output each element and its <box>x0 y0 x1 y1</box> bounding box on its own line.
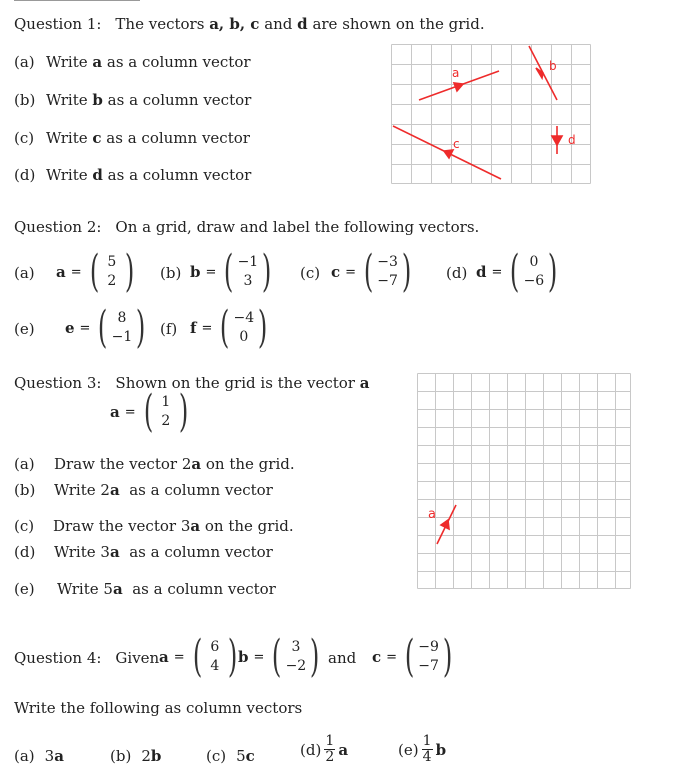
q1-part-c <box>14 129 250 147</box>
q4-part-d-label: (d) <box>300 740 322 759</box>
q1-part-a-var: a <box>92 53 103 71</box>
q2-prompt: On a grid, draw and label the following vectors. <box>115 218 480 236</box>
q2-vector-b-name: b <box>190 263 201 281</box>
q2-vector-d-bottom: −6 <box>523 273 545 289</box>
q3-part-c-label: (c) <box>14 517 35 535</box>
q3-vector-name: a <box>110 403 120 421</box>
q3-part-c-post: on the grid. <box>200 517 294 535</box>
q1-grid-label-d: d <box>568 133 576 147</box>
q2-vector-c-eq: = <box>345 264 357 280</box>
q4-part-e-num: 1 <box>422 733 432 749</box>
q1-vector-b <box>529 46 557 100</box>
q1-title <box>14 15 485 33</box>
q4-instruction: Write the following as column vectors <box>14 699 303 717</box>
right-paren: ) <box>548 246 558 297</box>
q1-number: Question 1: <box>14 15 102 33</box>
q2-vector-e-top: 8 <box>117 310 127 326</box>
q4-part-a-var: a <box>54 747 64 765</box>
q1-part-d-rest: as a column vector <box>102 166 252 184</box>
q4-title <box>14 649 159 667</box>
q4-part-c-var: c <box>245 747 255 765</box>
right-paren: ) <box>178 386 189 437</box>
fraction <box>324 734 335 765</box>
q3-part-d-pre: Write 3 <box>54 543 110 561</box>
q4-vector-b-top: 3 <box>291 639 301 655</box>
right-paren: ) <box>227 631 238 682</box>
q4-vector-c-name: c <box>372 648 382 666</box>
q2-vector-e-eq: = <box>79 320 91 336</box>
q2-label-d: (d) <box>446 264 468 282</box>
q3-part-d-label: (d) <box>14 543 36 561</box>
left-paren: ( <box>404 631 415 682</box>
q1-grid-label-a: a <box>452 66 460 80</box>
q4-vector-a-bottom: 4 <box>210 658 220 674</box>
q2-vector-a-bottom: 2 <box>107 273 117 289</box>
q2-vector-e-bottom: −1 <box>111 329 133 345</box>
q2-label-b: (b) <box>160 264 182 282</box>
q1-prompt-and: and <box>259 15 298 33</box>
q1-part-a-text: Write <box>46 53 93 71</box>
q3-grid-lines <box>418 374 631 589</box>
q4-part-d <box>300 734 348 765</box>
q1-prompt-post: are shown on the grid. <box>307 15 485 33</box>
q2-vector-f-bottom: 0 <box>239 329 249 345</box>
right-paren: ) <box>442 631 453 682</box>
q1-part-d-label: (d) <box>14 166 36 184</box>
q4-part-c-coef: 5 <box>236 747 246 765</box>
q4-and: and <box>328 649 357 667</box>
q4-vector-b-name: b <box>238 648 249 666</box>
q3-part-e-pre: Write 5 <box>57 580 113 598</box>
top-rule <box>14 0 140 1</box>
right-paren: ) <box>401 246 412 297</box>
q2-vector-d-name: d <box>476 263 487 281</box>
q3-part-a <box>14 455 295 473</box>
q3-number: Question 3: <box>14 374 102 392</box>
q4-part-a-label: (a) <box>14 747 35 765</box>
q1-prompt-vars: a, b, c <box>209 15 260 33</box>
q1-vector-d <box>552 126 562 154</box>
q2-vector-c-name: c <box>331 263 341 281</box>
right-paren: ) <box>262 246 272 297</box>
q2-vector-f-top: −4 <box>233 310 255 326</box>
q3-part-d <box>14 543 273 561</box>
q2-vector-f-eq: = <box>201 320 213 336</box>
q1-grid-lines <box>392 45 591 184</box>
q4-part-c <box>206 747 255 765</box>
q2-vector-a-name: a <box>56 263 66 281</box>
q1-part-d-text: Write <box>46 166 93 184</box>
q4-vector-a-name: a <box>159 648 169 666</box>
q4-vector-b-eq: = <box>253 649 265 665</box>
q2-vector-d <box>476 246 561 297</box>
q3-part-e <box>14 580 276 598</box>
q1-part-d <box>14 166 251 184</box>
column-entries <box>238 253 259 291</box>
q2-vector-c-top: −3 <box>377 254 398 270</box>
q2-label-f: (f) <box>160 320 178 338</box>
right-paren: ) <box>310 631 320 682</box>
q4-part-b-coef: 2 <box>141 747 151 765</box>
q1-vector-grid <box>391 44 591 184</box>
right-paren: ) <box>136 302 146 353</box>
q1-part-b-text: Write <box>46 91 93 109</box>
q2-label-c: (c) <box>300 264 321 282</box>
column-entries <box>524 253 545 291</box>
q2-title <box>14 218 479 236</box>
fraction <box>422 734 433 765</box>
q4-part-b-var: b <box>150 747 162 765</box>
right-paren: ) <box>124 246 135 297</box>
q1-prompt-d: d <box>297 15 308 33</box>
column-entries <box>286 638 307 676</box>
q2-label-e: (e) <box>14 320 35 338</box>
q1-part-a-label: (a) <box>14 53 35 71</box>
q1-part-a-rest: as a column vector <box>102 53 251 71</box>
q1-part-c-text: Write <box>46 129 93 147</box>
column-entries <box>112 309 133 347</box>
q3-grid-label-a: a <box>428 507 436 522</box>
q4-vector-c-top: −9 <box>418 639 439 655</box>
q4-number: Question 4: <box>14 649 102 667</box>
q4-vector-a-eq: = <box>173 649 185 665</box>
q2-vector-e <box>65 302 149 353</box>
left-paren: ( <box>272 631 282 682</box>
q4-part-e <box>398 734 446 765</box>
q2-vector-e-name: e <box>65 319 75 337</box>
q4-part-d-num: 1 <box>325 733 335 749</box>
left-paren: ( <box>224 246 234 297</box>
q1-part-c-var: c <box>92 129 102 147</box>
q3-vector-eq: = <box>124 404 136 420</box>
q4-vector-c-bottom: −7 <box>418 658 439 674</box>
q2-vector-a <box>56 246 138 297</box>
q1-part-b-rest: as a column vector <box>102 91 252 109</box>
q3-part-c <box>14 517 294 535</box>
q3-part-d-var: a <box>109 543 120 561</box>
q3-part-c-var: a <box>190 517 201 535</box>
q2-label-a: (a) <box>14 264 35 282</box>
column-entries <box>103 253 121 291</box>
q3-vector-top: 1 <box>161 394 171 410</box>
q2-vector-a-top: 5 <box>107 254 117 270</box>
q2-vector-d-top: 0 <box>529 254 539 270</box>
left-paren: ( <box>143 386 153 437</box>
q4-vector-a <box>159 631 241 682</box>
q2-vector-c <box>331 246 415 297</box>
q3-part-a-pre: Draw the vector 2 <box>54 455 192 473</box>
q3-part-d-post: as a column vector <box>119 543 273 561</box>
q1-part-c-rest: as a column vector <box>101 129 250 147</box>
q1-part-b-var: b <box>92 91 103 109</box>
q3-part-b-var: a <box>109 481 120 499</box>
q1-vector-c <box>393 126 501 179</box>
q4-part-b <box>110 747 161 765</box>
left-paren: ( <box>89 246 99 297</box>
q3-part-e-post: as a column vector <box>122 580 276 598</box>
q2-vector-c-bottom: −7 <box>377 273 398 289</box>
q3-part-a-post: on the grid. <box>201 455 295 473</box>
q2-vector-b-top: −1 <box>237 254 259 270</box>
q2-vector-f-name: f <box>190 319 197 337</box>
left-paren: ( <box>510 246 520 297</box>
q2-number: Question 2: <box>14 218 102 236</box>
q4-part-b-label: (b) <box>110 747 132 765</box>
q1-prompt-pre: The vectors <box>115 15 210 33</box>
q4-part-e-var: b <box>435 740 447 759</box>
q1-part-d-var: d <box>92 166 103 184</box>
q2-vector-b <box>190 246 275 297</box>
q1-grid-label-c: c <box>453 137 460 151</box>
q4-part-e-label: (e) <box>398 740 419 759</box>
q4-vector-c <box>372 631 456 682</box>
left-paren: ( <box>192 631 202 682</box>
right-paren: ) <box>258 302 268 353</box>
q3-part-b-label: (b) <box>14 481 36 499</box>
q3-part-e-label: (e) <box>14 580 35 598</box>
q3-part-e-var: a <box>112 580 123 598</box>
q3-part-c-pre: Draw the vector 3 <box>53 517 191 535</box>
q4-vector-a-top: 6 <box>210 639 220 655</box>
q4-vector-c-eq: = <box>386 649 398 665</box>
q4-given: Given <box>115 649 160 667</box>
q4-vector-b <box>238 631 323 682</box>
q3-prompt: Shown on the grid is the vector <box>115 374 360 392</box>
q2-vector-b-bottom: 3 <box>243 273 253 289</box>
q2-vector-b-eq: = <box>205 264 217 280</box>
q4-part-d-den: 2 <box>325 749 335 765</box>
q1-part-b <box>14 91 251 109</box>
q3-vector-grid <box>417 373 631 589</box>
q3-part-a-label: (a) <box>14 455 35 473</box>
q1-part-a <box>14 53 251 71</box>
q3-vector-bottom: 2 <box>161 413 171 429</box>
q4-part-d-var: a <box>338 740 349 759</box>
q1-part-c-label: (c) <box>14 129 35 147</box>
q4-vector-b-bottom: −2 <box>285 658 307 674</box>
q3-part-b <box>14 481 273 499</box>
left-paren: ( <box>363 246 374 297</box>
column-entries <box>206 638 224 676</box>
q1-grid-label-b: b <box>549 59 557 73</box>
q2-vector-a-eq: = <box>70 264 82 280</box>
q4-part-e-den: 4 <box>422 749 432 765</box>
q3-part-a-var: a <box>191 455 202 473</box>
q3-prompt-var: a <box>359 374 370 392</box>
q2-vector-f <box>190 302 271 353</box>
q1-part-b-label: (b) <box>14 91 36 109</box>
column-entries <box>377 253 398 291</box>
left-paren: ( <box>98 302 108 353</box>
left-paren: ( <box>220 302 230 353</box>
q3-part-b-pre: Write 2 <box>54 481 110 499</box>
column-entries <box>157 393 175 431</box>
q2-vector-d-eq: = <box>491 264 503 280</box>
column-entries <box>418 638 439 676</box>
q4-part-a-coef: 3 <box>44 747 55 765</box>
q4-part-a <box>14 747 64 765</box>
q3-part-b-post: as a column vector <box>119 481 273 499</box>
column-entries <box>234 309 255 347</box>
q3-vector-a <box>110 386 192 437</box>
q4-part-c-label: (c) <box>206 747 227 765</box>
